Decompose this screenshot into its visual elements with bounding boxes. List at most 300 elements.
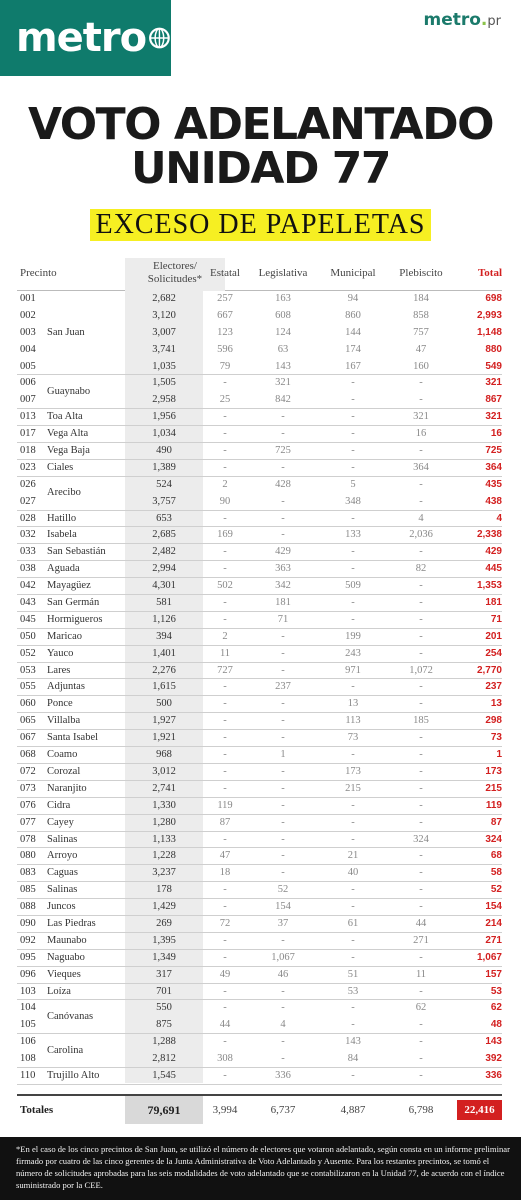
cell-est: - (223, 833, 227, 845)
cell-leg: - (281, 647, 285, 659)
cell-tot: 48 (490, 1019, 502, 1031)
cell-ple: - (419, 580, 423, 592)
totals-legislativa: 6,737 (270, 1104, 296, 1116)
cell-num: 076 (20, 799, 36, 811)
cell-elec: 581 (156, 597, 172, 609)
cell-est: 2 (222, 630, 228, 642)
cell-elec: 2,482 (152, 546, 176, 558)
table-row (17, 899, 502, 916)
cell-tot: 73 (490, 732, 502, 744)
cell-leg: 4 (280, 1019, 286, 1031)
table-row (17, 747, 502, 764)
cell-elec: 269 (156, 917, 172, 929)
cell-tot: 173 (485, 765, 502, 777)
cell-elec: 1,395 (152, 934, 176, 946)
cell-est: - (223, 934, 227, 946)
cell-ple: 2,036 (409, 529, 433, 541)
cell-est: 169 (217, 529, 233, 541)
cell-ple: 1,072 (409, 664, 433, 676)
page-title (0, 99, 521, 194)
cell-ple: - (419, 1053, 423, 1065)
table-row (17, 984, 502, 1001)
cell-tot: 1,148 (476, 326, 502, 338)
table-row (17, 359, 502, 376)
cell-num: 017 (20, 428, 36, 440)
cell-tot: 16 (490, 428, 502, 440)
cell-name: Vieques (47, 968, 81, 980)
cell-num: 108 (20, 1053, 36, 1065)
cell-tot: 321 (485, 377, 502, 389)
cell-num: 045 (20, 613, 36, 625)
cell-num: 028 (20, 512, 36, 524)
cell-tot: 2,770 (476, 664, 502, 676)
cell-mun: - (351, 749, 355, 761)
cell-leg: 363 (275, 563, 291, 575)
cell-mun: - (351, 1019, 355, 1031)
cell-tot: 68 (490, 850, 502, 862)
cell-est: 11 (219, 647, 231, 659)
group-name: San Juan (47, 326, 85, 338)
cell-mun: - (351, 901, 355, 913)
subtitle: EXCESO DE PAPELETAS (90, 209, 432, 241)
cell-name: Las Piedras (47, 917, 96, 929)
table-row (17, 764, 502, 781)
cell-elec: 500 (156, 698, 172, 710)
site-logo[interactable]: metro.pr (423, 10, 501, 30)
cell-ple: 16 (415, 428, 427, 440)
cell-tot: 2,338 (476, 529, 502, 541)
cell-mun: 509 (345, 580, 361, 592)
cell-ple: 757 (413, 326, 429, 338)
cell-elec: 1,921 (152, 732, 176, 744)
cell-num: 027 (20, 495, 36, 507)
cell-mun: 133 (345, 529, 361, 541)
cell-est: - (223, 1036, 227, 1048)
cell-leg: - (281, 664, 285, 676)
cell-est: - (223, 377, 227, 389)
cell-ple: - (419, 951, 423, 963)
cell-name: Santa Isabel (47, 732, 99, 744)
table-row (17, 409, 502, 426)
cell-num: 096 (20, 968, 36, 980)
cell-elec: 1,927 (152, 715, 176, 727)
cell-tot: 271 (485, 934, 502, 946)
group-name: Carolina (47, 1045, 84, 1057)
cell-ple: - (419, 732, 423, 744)
cell-elec: 1,133 (152, 833, 176, 845)
cell-tot: 237 (485, 681, 502, 693)
cell-leg: - (281, 867, 285, 879)
cell-name: Cidra (47, 799, 71, 811)
cell-ple: 47 (415, 343, 427, 355)
cell-est: - (223, 613, 227, 625)
cell-est: 308 (217, 1053, 233, 1065)
cell-name: Salinas (47, 833, 78, 845)
cell-tot: 4 (496, 512, 502, 524)
header-electores: Electores/ Solicitudes* (125, 258, 225, 291)
cell-est: 18 (219, 867, 231, 879)
cell-leg: - (281, 799, 285, 811)
cell-mun: - (351, 546, 355, 558)
cell-name: Ponce (47, 698, 73, 710)
globe-icon (148, 22, 171, 54)
cell-ple: - (419, 478, 423, 490)
cell-num: 018 (20, 445, 36, 457)
cell-num: 105 (20, 1019, 36, 1031)
cell-ple: - (419, 546, 423, 558)
header-legislativa: Legislativa (258, 267, 308, 279)
cell-num: 013 (20, 411, 36, 423)
cell-num: 092 (20, 934, 36, 946)
cell-name: Juncos (47, 901, 76, 913)
cell-name: Trujillo Alto (47, 1069, 100, 1081)
header-total: Total (477, 267, 502, 279)
cell-est: - (223, 411, 227, 423)
cell-ple: 858 (413, 309, 429, 321)
cell-tot: 215 (485, 782, 502, 794)
cell-num: 073 (20, 782, 36, 794)
logo-text: metro (16, 15, 147, 61)
cell-elec: 1,126 (152, 613, 176, 625)
cell-num: 007 (20, 394, 36, 406)
cell-leg: 154 (275, 901, 291, 913)
cell-name: Loíza (47, 985, 71, 997)
cell-ple: 271 (413, 934, 429, 946)
cell-elec: 3,012 (152, 765, 176, 777)
cell-est: 72 (219, 917, 231, 929)
cell-name: Yauco (47, 647, 74, 659)
cell-ple: - (419, 765, 423, 777)
cell-ple: 364 (413, 461, 429, 473)
cell-elec: 2,685 (152, 529, 176, 541)
title-line-1: VOTO ADELANTADO (27, 99, 494, 150)
cell-ple: - (419, 985, 423, 997)
cell-est: 44 (219, 1019, 231, 1031)
cell-leg: 143 (275, 360, 291, 372)
cell-elec: 4,301 (152, 580, 176, 592)
cell-elec: 1,228 (152, 850, 176, 862)
table-row (17, 342, 502, 359)
cell-ple: - (419, 445, 423, 457)
cell-num: 052 (20, 647, 36, 659)
metro-logo[interactable] (0, 0, 171, 76)
cell-leg: - (281, 698, 285, 710)
table-row (17, 291, 502, 308)
cell-mun: 53 (347, 985, 359, 997)
cell-est: - (223, 884, 227, 896)
table-row (17, 477, 502, 494)
cell-num: 033 (20, 546, 36, 558)
cell-num: 110 (20, 1069, 36, 1081)
cell-mun: 215 (345, 782, 361, 794)
cell-est: 87 (219, 816, 231, 828)
table-row (17, 629, 502, 646)
cell-est: 47 (219, 850, 231, 862)
cell-elec: 1,615 (152, 681, 176, 693)
cell-ple: - (419, 1019, 423, 1031)
cell-num: 067 (20, 732, 36, 744)
cell-ple: - (419, 799, 423, 811)
table-row (17, 713, 502, 730)
cell-est: 2 (222, 478, 228, 490)
cell-est: - (223, 698, 227, 710)
cell-num: 042 (20, 580, 36, 592)
cell-mun: 21 (347, 850, 359, 862)
cell-est: - (223, 428, 227, 440)
header (0, 0, 521, 76)
cell-num: 083 (20, 867, 36, 879)
cell-leg: - (281, 985, 285, 997)
cell-leg: 608 (275, 309, 291, 321)
cell-num: 050 (20, 630, 36, 642)
header-precinto: Precinto (20, 267, 57, 279)
cell-num: 068 (20, 749, 36, 761)
cell-num: 085 (20, 884, 36, 896)
cell-leg: 163 (275, 293, 291, 304)
table-row (17, 460, 502, 477)
cell-num: 090 (20, 917, 36, 929)
cell-leg: - (281, 461, 285, 473)
cell-ple: 321 (413, 411, 429, 423)
cell-elec: 490 (156, 445, 172, 457)
table-row (17, 612, 502, 629)
cell-num: 077 (20, 816, 36, 828)
cell-ple: 324 (413, 833, 429, 845)
cell-elec: 1,034 (152, 428, 176, 440)
cell-tot: 429 (485, 546, 502, 558)
cell-mun: 13 (347, 698, 359, 710)
cell-name: Salinas (47, 884, 78, 896)
cell-tot: 392 (485, 1053, 502, 1065)
cell-elec: 1,389 (152, 461, 176, 473)
cell-tot: 2,993 (476, 309, 502, 321)
cell-name: Naranjito (47, 782, 87, 794)
cell-name: Toa Alta (47, 411, 83, 423)
cell-est: 727 (217, 664, 233, 676)
cell-est: - (223, 445, 227, 457)
cell-tot: 321 (485, 411, 502, 423)
cell-ple: - (419, 1036, 423, 1048)
cell-mun: - (351, 411, 355, 423)
cell-tot: 71 (490, 613, 502, 625)
cell-tot: 435 (485, 478, 502, 490)
cell-elec: 2,994 (152, 563, 176, 575)
cell-elec: 2,812 (152, 1053, 176, 1065)
cell-mun: - (351, 884, 355, 896)
cell-leg: - (281, 1002, 285, 1014)
cell-est: - (223, 597, 227, 609)
cell-tot: 438 (485, 495, 502, 507)
table-row (17, 696, 502, 713)
cell-elec: 178 (156, 884, 172, 896)
cell-num: 003 (20, 326, 36, 338)
cell-name: Vega Alta (47, 428, 89, 440)
cell-est: - (223, 901, 227, 913)
cell-tot: 445 (485, 563, 502, 575)
cell-ple: 185 (413, 715, 429, 727)
cell-num: 060 (20, 698, 36, 710)
group-name: Arecibo (47, 487, 81, 499)
cell-leg: 71 (277, 613, 289, 625)
cell-name: Maricao (47, 630, 82, 642)
table-row (17, 325, 502, 342)
table-row (17, 663, 502, 680)
cell-tot: 324 (485, 833, 502, 845)
totals-row (17, 1094, 502, 1124)
cell-name: San Germán (47, 597, 100, 609)
cell-est: 90 (219, 495, 231, 507)
cell-est: 49 (219, 968, 231, 980)
cell-est: - (223, 461, 227, 473)
cell-num: 038 (20, 563, 36, 575)
table-row (17, 916, 502, 933)
cell-leg: - (281, 765, 285, 777)
cell-name: Isabela (47, 529, 77, 541)
cell-est: - (223, 1069, 227, 1081)
cell-mun: - (351, 445, 355, 457)
cell-leg: 725 (275, 445, 291, 457)
totals-municipal: 4,887 (340, 1104, 366, 1116)
cell-ple: - (419, 613, 423, 625)
table-row (17, 1034, 502, 1051)
cell-elec: 3,007 (152, 326, 176, 338)
footnote: *En el caso de los cinco precintos de San Juan, se utilizó el número de electores que votaron adelantado, según consta en un informe preliminar firmado por cuatro de las cinco gerentes de la Junta Administrativa de Voto Adelantado y Ausente. Para los restantes precintos, se tomó el número de solicitudes aprobadas para las seis modalidades de voto adelantado que se contabilizaron en la Unidad 77, de acuerdo con el índice suministrado por la CEE. (0, 1137, 521, 1200)
cell-est: 119 (217, 799, 233, 811)
cell-tot: 181 (485, 597, 502, 609)
cell-leg: 342 (275, 580, 291, 592)
cell-tot: 1,067 (476, 951, 502, 963)
cell-elec: 524 (156, 478, 172, 490)
cell-est: 667 (217, 309, 233, 321)
cell-leg: 181 (275, 597, 291, 609)
cell-leg: - (281, 495, 285, 507)
cell-leg: - (281, 850, 285, 862)
cell-est: - (223, 951, 227, 963)
cell-mun: 174 (345, 343, 361, 355)
cell-est: 596 (217, 343, 233, 355)
cell-ple: - (419, 782, 423, 794)
cell-ple: - (419, 698, 423, 710)
cell-name: Cayey (47, 816, 74, 828)
cell-name: San Sebastián (47, 546, 106, 558)
cell-est: 257 (217, 293, 233, 304)
cell-name: Ciales (47, 461, 74, 473)
cell-est: - (223, 749, 227, 761)
cell-num: 080 (20, 850, 36, 862)
cell-tot: 725 (485, 445, 502, 457)
table-row (17, 561, 502, 578)
cell-mun: - (351, 597, 355, 609)
cell-name: Lares (47, 664, 71, 676)
cell-num: 055 (20, 681, 36, 693)
cell-mun: - (351, 394, 355, 406)
cell-name: Naguabo (47, 951, 85, 963)
cell-tot: 53 (490, 985, 502, 997)
subtitle-wrap (0, 209, 521, 241)
cell-mun: 143 (345, 1036, 361, 1048)
cell-mun: 84 (347, 1053, 359, 1065)
cell-leg: - (281, 1036, 285, 1048)
cell-leg: - (281, 934, 285, 946)
table-header (17, 255, 502, 291)
cell-elec: 1,956 (152, 411, 176, 423)
cell-tot: 336 (485, 1069, 502, 1081)
cell-mun: 61 (347, 917, 359, 929)
cell-mun: - (351, 951, 355, 963)
cell-name: Maunabo (47, 934, 87, 946)
cell-mun: - (351, 563, 355, 575)
totals-plebiscito: 6,798 (408, 1104, 434, 1116)
table-row (17, 815, 502, 832)
cell-name: Aguada (47, 563, 80, 575)
cell-mun: 348 (345, 495, 361, 507)
table-row (17, 679, 502, 696)
cell-tot: 143 (485, 1036, 502, 1048)
cell-mun: - (351, 681, 355, 693)
table-row (17, 544, 502, 561)
table-row (17, 781, 502, 798)
cell-mun: 173 (345, 765, 361, 777)
cell-elec: 968 (156, 749, 172, 761)
cell-num: 002 (20, 309, 36, 321)
cell-leg: - (281, 1053, 285, 1065)
cell-ple: - (419, 884, 423, 896)
cell-tot: 87 (490, 816, 502, 828)
cell-elec: 394 (156, 630, 172, 642)
cell-num: 032 (20, 529, 36, 541)
cell-num: 106 (20, 1036, 36, 1048)
group-name: Guaynabo (47, 385, 91, 397)
cell-est: - (223, 546, 227, 558)
cell-ple: 11 (415, 968, 427, 980)
cell-ple: - (419, 816, 423, 828)
cell-ple: - (419, 495, 423, 507)
table-row (17, 933, 502, 950)
cell-mun: 860 (345, 309, 361, 321)
cell-tot: 154 (485, 901, 502, 913)
cell-name: Hormigueros (47, 613, 103, 625)
cell-est: - (223, 681, 227, 693)
header-plebiscito: Plebiscito (399, 267, 443, 279)
cell-ple: - (419, 749, 423, 761)
cell-leg: - (281, 715, 285, 727)
cell-leg: 124 (275, 326, 291, 338)
totals-estatal: 3,994 (212, 1104, 238, 1116)
cell-num: 095 (20, 951, 36, 963)
cell-mun: 167 (345, 360, 361, 372)
cell-num: 072 (20, 765, 36, 777)
cell-tot: 13 (490, 698, 502, 710)
cell-ple: - (419, 681, 423, 693)
cell-leg: 321 (275, 377, 291, 389)
cell-ple: 160 (413, 360, 429, 372)
cell-elec: 3,237 (152, 867, 176, 879)
cell-elec: 1,545 (152, 1069, 176, 1081)
table-row (17, 865, 502, 882)
cell-leg: 46 (277, 968, 289, 980)
cell-leg: 429 (275, 546, 291, 558)
title-line-2: UNIDAD 77 (130, 143, 391, 194)
cell-est: 502 (217, 580, 233, 592)
cell-mun: - (351, 1002, 355, 1014)
cell-name: Hatillo (47, 512, 77, 524)
cell-est: 123 (217, 326, 233, 338)
cell-name: Coamo (47, 749, 78, 761)
table-row (17, 511, 502, 528)
cell-elec: 701 (156, 985, 172, 997)
cell-elec: 1,330 (152, 799, 176, 811)
cell-elec: 3,120 (152, 309, 176, 321)
